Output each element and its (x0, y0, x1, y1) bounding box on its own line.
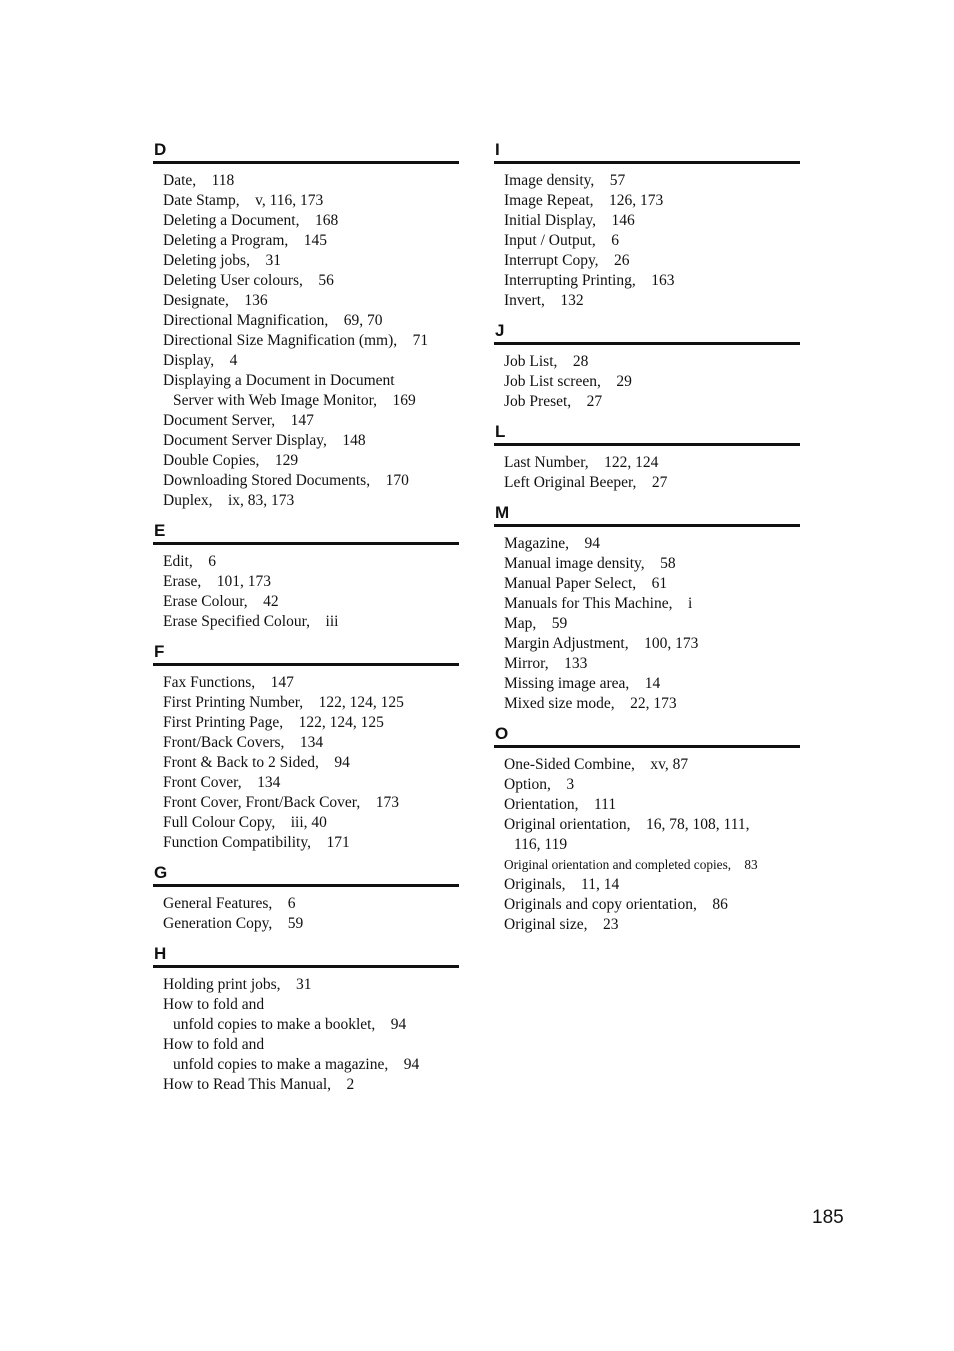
section-letter: H (153, 944, 459, 968)
index-entry: Originals, 11, 14 (504, 876, 620, 893)
index-section-j (494, 321, 800, 412)
index-section-g (153, 863, 459, 934)
entry-list (153, 164, 459, 511)
index-entry: Image density, 57 (504, 172, 626, 189)
index-entry: Image Repeat, 126, 173 (504, 192, 664, 209)
section-letter: O (494, 724, 800, 748)
index-section-h (153, 944, 459, 1095)
entry-list (494, 345, 800, 412)
entry-list (494, 748, 800, 935)
entry-list (494, 164, 800, 311)
entry-list (494, 527, 800, 714)
index-entry: Job Preset, 27 (504, 393, 603, 410)
section-letter: M (494, 503, 800, 527)
index-entry: Generation Copy, 59 (163, 915, 304, 932)
index-entry: Mirror, 133 (504, 655, 588, 672)
index-entry: Option, 3 (504, 776, 575, 793)
entry-list (153, 666, 459, 853)
section-letter: J (494, 321, 800, 345)
index-entry-continuation: unfold copies to make a magazine, 94 (173, 1056, 420, 1073)
index-entry: Duplex, ix, 83, 173 (163, 492, 295, 509)
index-entry: Full Colour Copy, iii, 40 (163, 814, 327, 831)
index-entry: Date Stamp, v, 116, 173 (163, 192, 324, 209)
index-entry: Deleting a Program, 145 (163, 232, 328, 249)
index-entry: Front/Back Covers, 134 (163, 734, 324, 751)
index-entry: Erase Specified Colour, iii (163, 613, 339, 630)
entry-list (153, 968, 459, 1095)
index-entry: Initial Display, 146 (504, 212, 635, 229)
index-entry: Displaying a Document in Document (163, 372, 395, 389)
index-section-i (494, 140, 800, 311)
index-entry: General Features, 6 (163, 895, 296, 912)
index-entry: Front Cover, Front/Back Cover, 173 (163, 794, 399, 811)
index-entry: Function Compatibility, 171 (163, 834, 350, 851)
index-entry: Double Copies, 129 (163, 452, 299, 469)
index-entry: Mixed size mode, 22, 173 (504, 695, 677, 712)
index-entry: Front & Back to 2 Sided, 94 (163, 754, 350, 771)
index-entry: Interrupt Copy, 26 (504, 252, 630, 269)
section-letter: L (494, 422, 800, 446)
index-entry: Directional Magnification, 69, 70 (163, 312, 383, 329)
index-entry: How to fold and (163, 996, 265, 1013)
index-entry: Missing image area, 14 (504, 675, 661, 692)
index-entry: Display, 4 (163, 352, 238, 369)
index-entry: Magazine, 94 (504, 535, 600, 552)
index-entry: Invert, 132 (504, 292, 584, 309)
index-entry-continuation: 116, 119 (514, 836, 568, 853)
index-entry: Document Server, 147 (163, 412, 314, 429)
index-entry: How to fold and (163, 1036, 265, 1053)
index-section-l (494, 422, 800, 493)
index-entry: Interrupting Printing, 163 (504, 272, 675, 289)
entry-list (494, 446, 800, 493)
index-entry: Date, 118 (163, 172, 235, 189)
index-entry: Original size, 23 (504, 916, 619, 933)
index-section-m (494, 503, 800, 714)
index-column-right (494, 140, 800, 945)
index-entry: Originals and copy orientation, 86 (504, 896, 728, 913)
index-entry: Last Number, 122, 124 (504, 454, 659, 471)
index-entry: First Printing Page, 122, 124, 125 (163, 714, 384, 731)
index-entry: Manual Paper Select, 61 (504, 575, 668, 592)
index-entry: Erase Colour, 42 (163, 593, 279, 610)
index-entry: Deleting User colours, 56 (163, 272, 334, 289)
index-entry: Original orientation, 16, 78, 108, 111, (504, 816, 750, 833)
index-entry: Edit, 6 (163, 553, 216, 570)
index-entry: Deleting jobs, 31 (163, 252, 281, 269)
index-section-o (494, 724, 800, 935)
index-section-e (153, 521, 459, 632)
entry-list (153, 545, 459, 632)
section-letter: D (153, 140, 459, 164)
section-letter: I (494, 140, 800, 164)
index-entry: Left Original Beeper, 27 (504, 474, 668, 491)
index-entry: Input / Output, 6 (504, 232, 619, 249)
entry-list (153, 887, 459, 934)
index-entry: Fax Functions, 147 (163, 674, 294, 691)
section-letter: E (153, 521, 459, 545)
index-entry: Original orientation and completed copies, 83 (504, 857, 758, 872)
index-entry: Downloading Stored Documents, 170 (163, 472, 409, 489)
index-entry: Designate, 136 (163, 292, 268, 309)
index-entry: How to Read This Manual, 2 (163, 1076, 355, 1093)
index-entry: Orientation, 111 (504, 796, 617, 813)
index-entry: First Printing Number, 122, 124, 125 (163, 694, 404, 711)
index-entry: Manual image density, 58 (504, 555, 676, 572)
index-entry: Job List, 28 (504, 353, 589, 370)
index-entry: Map, 59 (504, 615, 568, 632)
index-entry: One-Sided Combine, xv, 87 (504, 756, 689, 773)
index-entry-continuation: unfold copies to make a booklet, 94 (173, 1016, 407, 1033)
index-entry: Manuals for This Machine, i (504, 595, 693, 612)
index-entry-continuation: Server with Web Image Monitor, 169 (173, 392, 416, 409)
page-number: 185 (812, 1207, 844, 1228)
index-section-d (153, 140, 459, 511)
index-entry: Margin Adjustment, 100, 173 (504, 635, 699, 652)
index-entry: Front Cover, 134 (163, 774, 281, 791)
index-entry: Erase, 101, 173 (163, 573, 272, 590)
section-letter: F (153, 642, 459, 666)
index-column-left (153, 140, 459, 1105)
index-section-f (153, 642, 459, 853)
section-letter: G (153, 863, 459, 887)
index-entry: Directional Size Magnification (mm), 71 (163, 332, 429, 349)
index-entry: Job List screen, 29 (504, 373, 632, 390)
index-entry: Holding print jobs, 31 (163, 976, 312, 993)
index-entry: Document Server Display, 148 (163, 432, 366, 449)
index-entry: Deleting a Document, 168 (163, 212, 339, 229)
